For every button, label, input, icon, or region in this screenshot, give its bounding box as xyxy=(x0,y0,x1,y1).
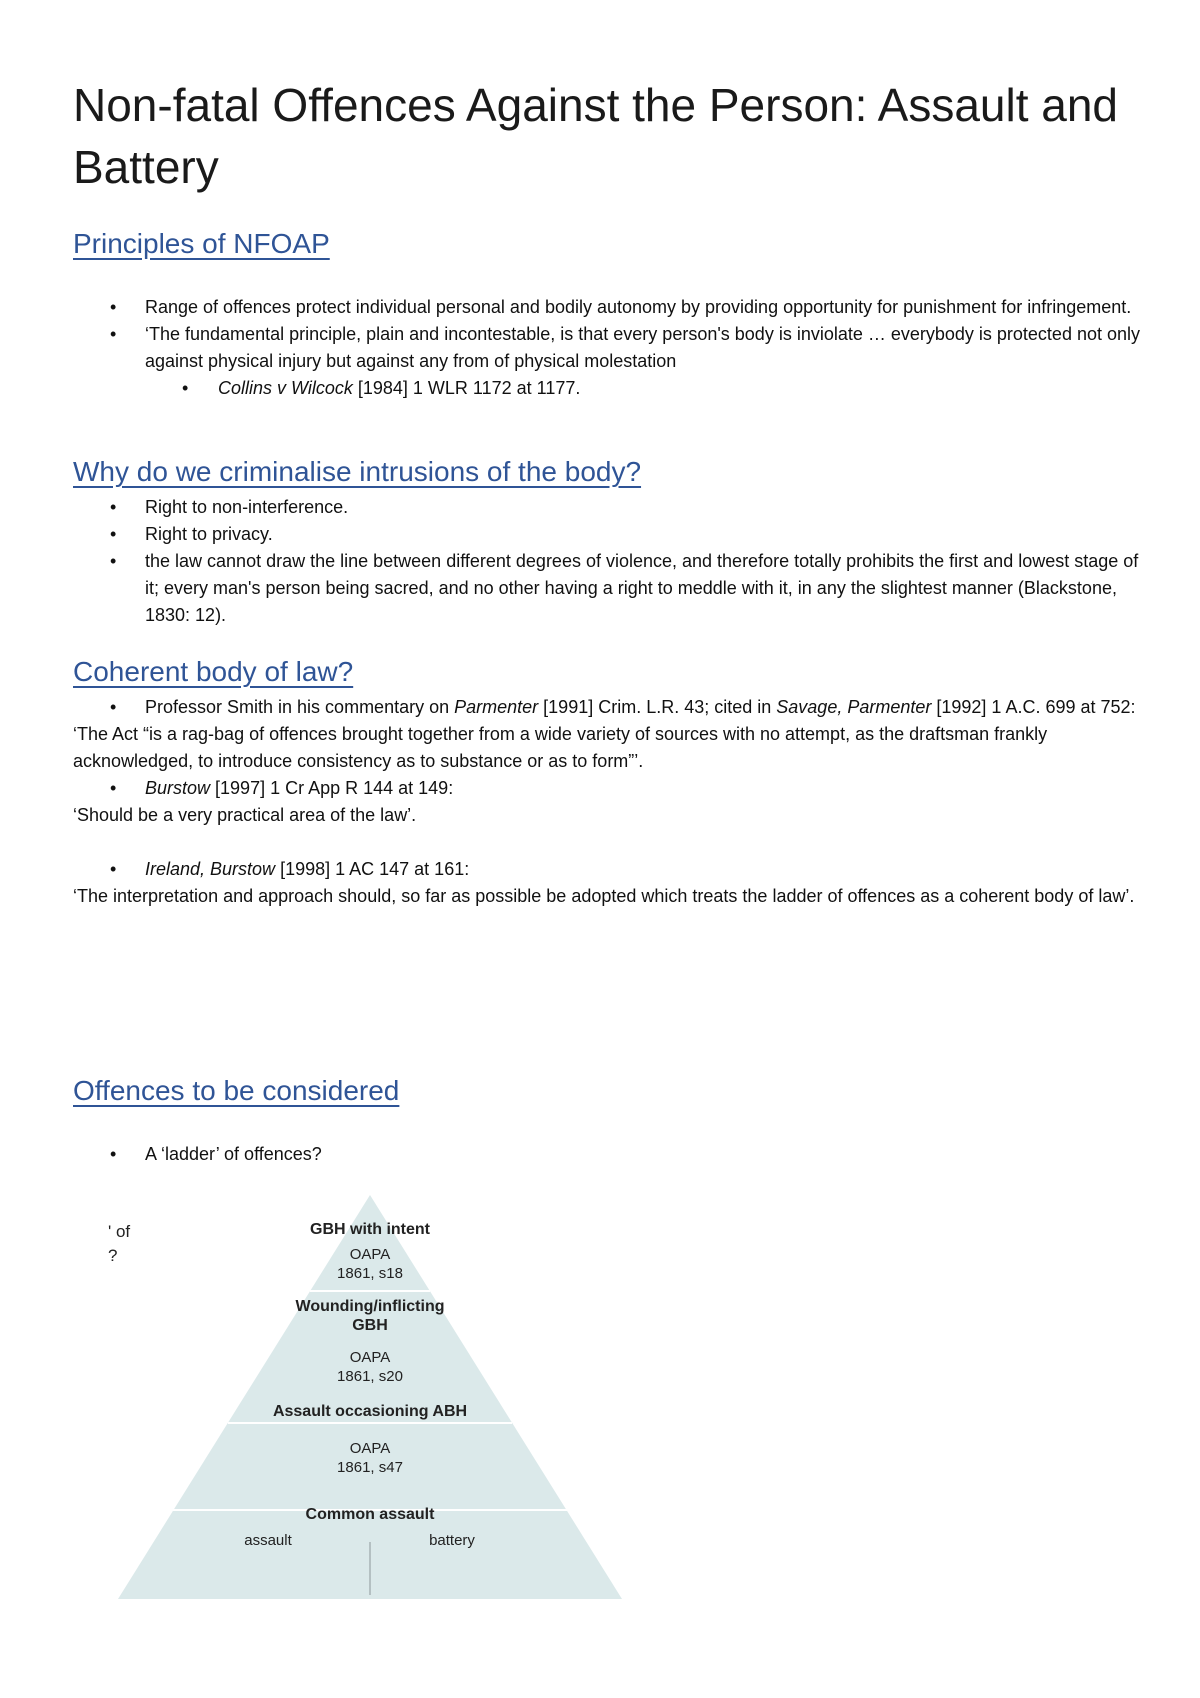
tier3-title: Assault occasioning ABH xyxy=(272,1403,468,1420)
tier4-title: Common assault xyxy=(305,1506,435,1523)
list-item xyxy=(0,1141,1200,1168)
bullet-icon: • xyxy=(182,378,189,398)
list-item xyxy=(0,321,1200,375)
citation: [1997] 1 Cr App R 144 at 149: xyxy=(210,778,454,798)
bullet-icon: • xyxy=(110,524,117,544)
list-item-text: Professor Smith in his commentary on xyxy=(145,697,455,717)
bullet-icon: • xyxy=(110,859,117,879)
bullet-icon: • xyxy=(110,497,117,517)
citation: [1984] 1 WLR 1172 at 1177. xyxy=(352,378,581,398)
heading-why-criminalise: Why do we criminalise intrusions of the body? xyxy=(73,456,642,487)
list-item-text: ‘The fundamental principle, plain and incontestable, is that every person's body is inviolate … everybody is protected not only against physical injury but against any from of physical molestation xyxy=(145,324,1141,371)
tier2-act: OAPA xyxy=(349,1349,391,1366)
blank-line xyxy=(0,829,1200,856)
citation: [1998] 1 AC 147 at 161: xyxy=(275,859,470,879)
quote-paragraph: ‘The interpretation and approach should, so far as possible be adopted which treats the ladder of offences as a coherent body of law’. xyxy=(73,886,1135,906)
bullet-icon: • xyxy=(110,297,117,317)
list-item-text: the law cannot draw the line between different degrees of violence, and therefore totally prohibits the first and lowest stage of it; every man's person being sacred, and no other having a right to meddle with it, in any the slightest manner (Blackstone, 1830: 12). xyxy=(145,551,1139,625)
tier1-title: GBH with intent xyxy=(310,1221,430,1238)
heading-coherent-body: Coherent body of law? xyxy=(73,656,354,687)
offence-ladder-pyramid xyxy=(100,1195,640,1605)
list-item-text: Right to privacy. xyxy=(145,524,273,544)
list-item xyxy=(0,856,1200,883)
section-coherent-content xyxy=(0,694,1200,910)
side-fragment: ' of xyxy=(108,1222,131,1241)
tier1-section: 1861, s18 xyxy=(337,1265,403,1282)
case-name: Burstow xyxy=(145,778,211,798)
tier4-left-label: assault xyxy=(244,1532,292,1549)
case-name: Ireland, Burstow xyxy=(145,859,276,879)
tier1-act: OAPA xyxy=(349,1246,391,1263)
list-item-text: Right to non-interference. xyxy=(145,497,349,517)
quote-paragraph: ‘Should be a very practical area of the law’. xyxy=(73,805,417,825)
heading-offences-considered: Offences to be considered xyxy=(73,1075,400,1106)
quote-paragraph: ‘The Act “is a rag-bag of offences brought together from a wide variety of sources with no attempt, as the draftsman frankly acknowledged, to introduce consistency as to substance or as to form”’. xyxy=(73,724,1048,771)
bullet-icon: • xyxy=(110,551,117,571)
tier2-title-line2: GBH xyxy=(352,1317,388,1334)
case-name: Parmenter xyxy=(454,697,539,717)
case-name: Savage, Parmenter xyxy=(776,697,932,717)
list-item xyxy=(0,294,1200,321)
bullet-icon: • xyxy=(110,697,117,717)
list-item-text: [1991] Crim. L.R. 43; cited in xyxy=(538,697,777,717)
bullet-icon: • xyxy=(110,778,117,798)
section-principles-list xyxy=(0,294,1200,402)
list-item-text: [1992] 1 A.C. 699 at 752: xyxy=(931,697,1136,717)
case-name: Collins v Wilcock xyxy=(218,378,353,398)
list-item xyxy=(0,494,1200,521)
bullet-icon: • xyxy=(110,1144,117,1164)
list-item xyxy=(0,548,1200,629)
page-title: Non-fatal Offences Against the Person: Assault and Battery xyxy=(73,79,1119,193)
heading-principles: Principles of NFOAP xyxy=(73,228,330,259)
side-fragment: ? xyxy=(108,1246,118,1265)
list-item xyxy=(0,775,1200,802)
bullet-icon: • xyxy=(110,324,117,344)
section-why-list xyxy=(0,494,1200,629)
tier2-section: 1861, s20 xyxy=(337,1368,403,1385)
sub-list-item xyxy=(0,375,1200,402)
tier2-title-line1: Wounding/inflicting xyxy=(295,1298,445,1315)
list-item xyxy=(0,694,1200,721)
list-item xyxy=(0,521,1200,548)
tier4-right-label: battery xyxy=(429,1532,475,1549)
tier3-section: 1861, s47 xyxy=(337,1459,403,1476)
tier3-act: OAPA xyxy=(349,1440,391,1457)
list-item-text: A ‘ladder’ of offences? xyxy=(145,1144,322,1164)
section-offences-list xyxy=(0,1141,1200,1168)
list-item-text: Range of offences protect individual personal and bodily autonomy by providing opportunity for punishment for infringement. xyxy=(145,297,1132,317)
